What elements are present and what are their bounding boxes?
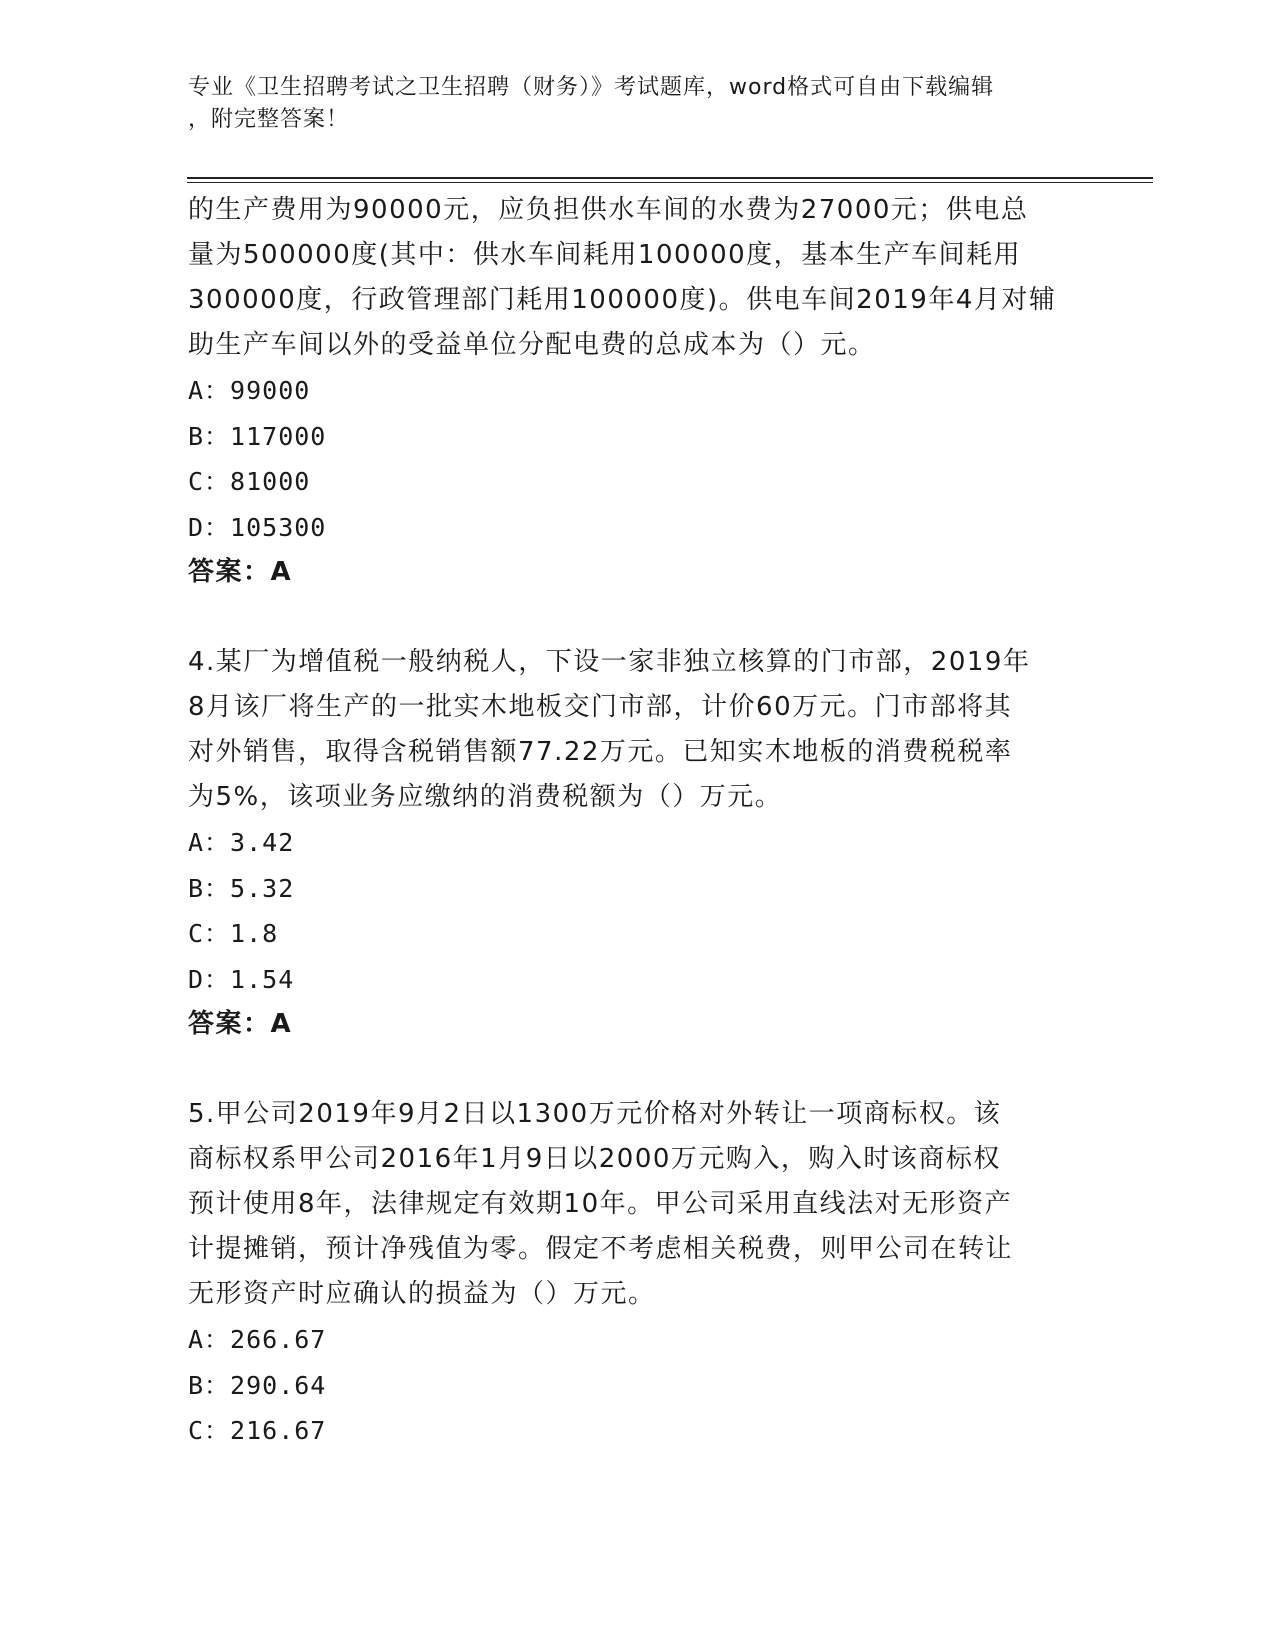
question-line: 4.某厂为增值税一般纳税人，下设一家非独立核算的门市部，2019年 — [188, 647, 1031, 677]
header-rule-thin — [187, 182, 1153, 183]
spacer — [188, 1047, 1088, 1092]
option-c: C：216.67 — [188, 1416, 327, 1445]
option-b: B：5.32 — [188, 873, 295, 903]
question-5 — [188, 1092, 1088, 1454]
question-4-text — [188, 640, 1088, 820]
option-b: B：117000 — [188, 421, 327, 451]
option-c: C：81000 — [188, 467, 311, 496]
question-line: 的生产费用为90000元，应负担供水车间的水费为27000元；供电总 — [188, 195, 1029, 225]
document-header — [188, 72, 1088, 136]
answer: 答案：A — [188, 557, 293, 587]
question-line: 300000度，行政管理部门耗用100000度)。供电车间2019年4月对辅 — [188, 285, 1057, 315]
question-line: 计提摊销，预计净残值为零。假定不考虑相关税费，则甲公司在转让 — [188, 1234, 1014, 1264]
header-line-1: 专业《卫生招聘考试之卫生招聘（财务）》考试题库，word格式可自由下载编辑 — [188, 75, 995, 100]
option-a: A：99000 — [188, 376, 311, 405]
question-line: 对外销售，取得含税销售额77.22万元。已知实木地板的消费税税率 — [188, 737, 1013, 767]
question-line: 8月该厂将生产的一批实木地板交门市部，计价60万元。门市部将其 — [188, 692, 1013, 722]
question-line: 无形资产时应确认的损益为（）万元。 — [188, 1279, 656, 1309]
question-list — [188, 188, 1088, 1454]
question-line: 为5%，该项业务应缴纳的消费税额为（）万元。 — [188, 782, 783, 812]
question-line: 商标权系甲公司2016年1月9日以2000万元购入，购入时该商标权 — [188, 1144, 1001, 1174]
answer: 答案：A — [188, 1009, 293, 1039]
question-4 — [188, 640, 1088, 1047]
option-c: C：1.8 — [188, 919, 279, 948]
question-line: 量为500000度(其中：供水车间耗用100000度，基本生产车间耗用 — [188, 240, 1022, 270]
option-a: A：3.42 — [188, 828, 295, 857]
question-3-text — [188, 188, 1088, 368]
question-5-text — [188, 1092, 1088, 1317]
spacer — [188, 595, 1088, 640]
question-line: 5.甲公司2019年9月2日以1300万元价格对外转让一项商标权。该 — [188, 1099, 1002, 1129]
header-line-2: ，附完整答案！ — [188, 107, 350, 132]
option-a: A：266.67 — [188, 1325, 327, 1354]
option-d: D：1.54 — [188, 964, 295, 994]
question-3 — [188, 188, 1088, 595]
header-rule-thick — [187, 177, 1153, 179]
question-line: 预计使用8年，法律规定有效期10年。甲公司采用直线法对无形资产 — [188, 1189, 1013, 1219]
option-b: B：290.64 — [188, 1370, 327, 1400]
question-line: 助生产车间以外的受益单位分配电费的总成本为（）元。 — [188, 330, 876, 360]
option-d: D：105300 — [188, 512, 327, 542]
